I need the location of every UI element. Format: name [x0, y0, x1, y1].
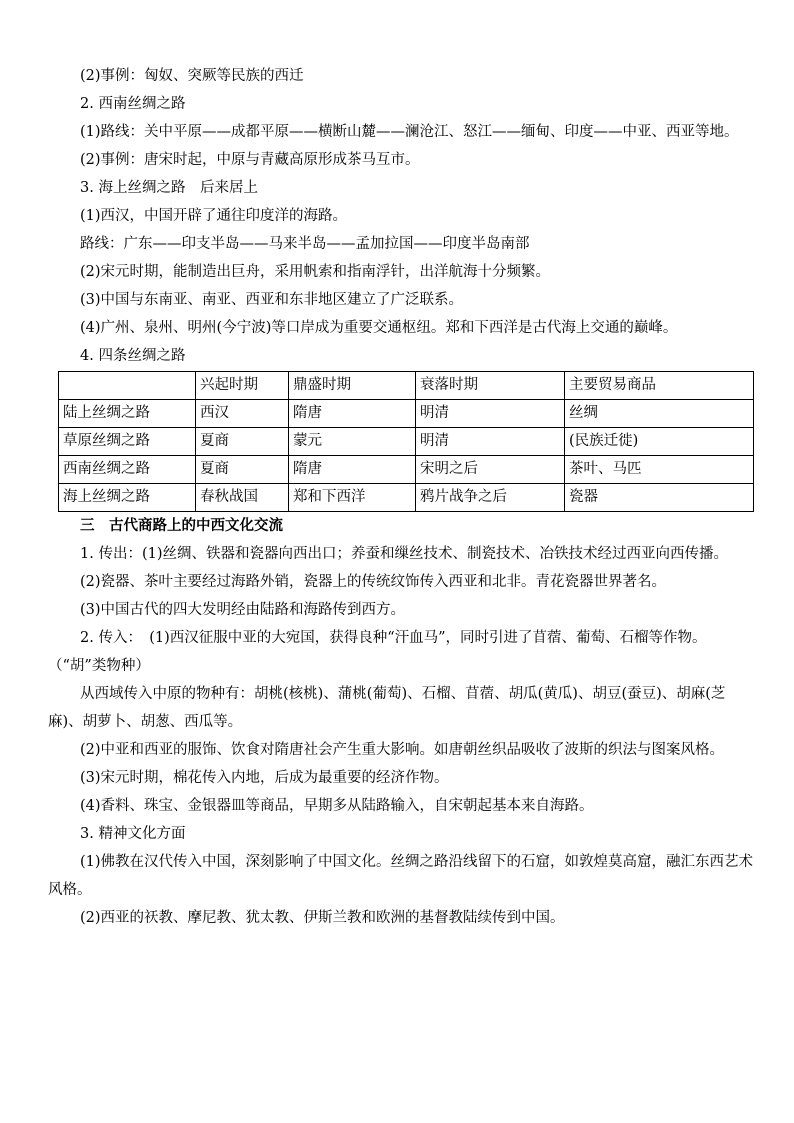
- table-cell: 茶叶、马匹: [565, 456, 754, 484]
- table-cell: 蒙元: [289, 428, 416, 456]
- table-cell: (民族迁徙): [565, 428, 754, 456]
- table-cell: 草原丝绸之路: [59, 428, 196, 456]
- text-paragraph: (2)瓷器、茶叶主要经过海路外销，瓷器上的传统纹饰传入西亚和北非。青花瓷器世界著名。: [80, 574, 667, 590]
- table-cell: 西汉: [196, 400, 289, 428]
- subheading: 4. 四条丝绸之路: [80, 348, 186, 364]
- table-cell: 隋唐: [289, 456, 416, 484]
- text-paragraph: 2. 传入： (1)西汉征服中亚的大宛国，获得良种“汗血马”，同时引进了苜蓿、葡萄、石榴等作物。（“胡”类物种）: [48, 630, 707, 674]
- text-line: (2)事例：匈奴、突厥等民族的西迁: [80, 68, 304, 84]
- table-cell: 海上丝绸之路: [59, 484, 196, 512]
- table-header-cell: 衰落时期: [416, 372, 565, 400]
- text-paragraph: 从西域传入中原的物种有：胡桃(核桃)、蒲桃(葡萄)、石榴、苜蓿、胡瓜(黄瓜)、胡豆(蚕豆)、胡麻(芝麻)、胡萝卜、胡葱、西瓜等。: [48, 686, 726, 730]
- silk-road-table: [58, 371, 754, 512]
- table-cell: 明清: [416, 400, 565, 428]
- subheading: 3. 海上丝绸之路 后来居上: [80, 180, 258, 196]
- table-cell: 隋唐: [289, 400, 416, 428]
- text-line: (4)香料、珠宝、金银器皿等商品，早期多从陆路输入，自宋朝起基本来自海路。: [80, 798, 594, 814]
- document-page: [48, 62, 754, 932]
- table-row: [59, 428, 754, 456]
- table-header-cell: 兴起时期: [196, 372, 289, 400]
- section-heading: 三 古代商路上的中西文化交流: [80, 517, 283, 534]
- table-cell: 郑和下西洋: [289, 484, 416, 512]
- text-line: (2)事例：唐宋时起，中原与青藏高原形成茶马互市。: [80, 152, 420, 168]
- table-cell: 西南丝绸之路: [59, 456, 196, 484]
- table-header-row: [59, 372, 754, 400]
- table-cell: 夏商: [196, 428, 289, 456]
- text-line: (2)西亚的祆教、摩尼教、犹太教、伊斯兰教和欧洲的基督教陆续传到中国。: [80, 910, 565, 926]
- subheading: 3. 精神文化方面: [80, 826, 186, 842]
- text-line: 路线：广东——印支半岛——马来半岛——孟加拉国——印度半岛南部: [80, 236, 530, 252]
- text-paragraph: (1)路线：关中平原——成都平原——横断山麓——澜沧江、怒江——缅甸、印度——中亚、西亚等地。: [80, 124, 739, 140]
- table-header-cell: [59, 372, 196, 400]
- text-paragraph: (4)广州、泉州、明州(今宁波)等口岸成为重要交通枢纽。郑和下西洋是古代海上交通的巅峰。: [80, 320, 678, 336]
- text-line: (2)宋元时期，能制造出巨舟，采用帆索和指南浮针，出洋航海十分频繁。: [80, 264, 551, 280]
- text-paragraph: (2)中亚和西亚的服饰、饮食对隋唐社会产生重大影响。如唐朝丝织品吸收了波斯的织法与图案风格。: [80, 742, 725, 758]
- table-cell: 夏商: [196, 456, 289, 484]
- text-line: (3)中国古代的四大发明经由陆路和海路传到西方。: [80, 602, 406, 618]
- table-row: [59, 484, 754, 512]
- table-cell: 春秋战国: [196, 484, 289, 512]
- text-paragraph: (1)佛教在汉代传入中国，深刻影响了中国文化。丝绸之路沿线留下的石窟，如敦煌莫高窟，融汇东西艺术风格。: [48, 854, 754, 898]
- text-paragraph: 1. 传出：(1)丝绸、铁器和瓷器向西出口；养蚕和缫丝技术、制瓷技术、冶铁技术经过西亚向西传播。: [80, 546, 728, 562]
- table-cell: 鸦片战争之后: [416, 484, 565, 512]
- table-cell: 明清: [416, 428, 565, 456]
- text-line: (3)宋元时期，棉花传入内地，后成为最重要的经济作物。: [80, 770, 449, 786]
- table-cell: 宋明之后: [416, 456, 565, 484]
- table-header-cell: 鼎盛时期: [289, 372, 416, 400]
- table-row: [59, 456, 754, 484]
- text-line: (1)西汉，中国开辟了通往印度洋的海路。: [80, 208, 348, 224]
- text-line: (3)中国与东南亚、南亚、西亚和东非地区建立了广泛联系。: [80, 292, 464, 308]
- table-cell: 丝绸: [565, 400, 754, 428]
- table-cell: 瓷器: [565, 484, 754, 512]
- table-cell: 陆上丝绸之路: [59, 400, 196, 428]
- table-row: [59, 400, 754, 428]
- table-header-cell: 主要贸易商品: [565, 372, 754, 400]
- subheading: 2. 西南丝绸之路: [80, 96, 186, 112]
